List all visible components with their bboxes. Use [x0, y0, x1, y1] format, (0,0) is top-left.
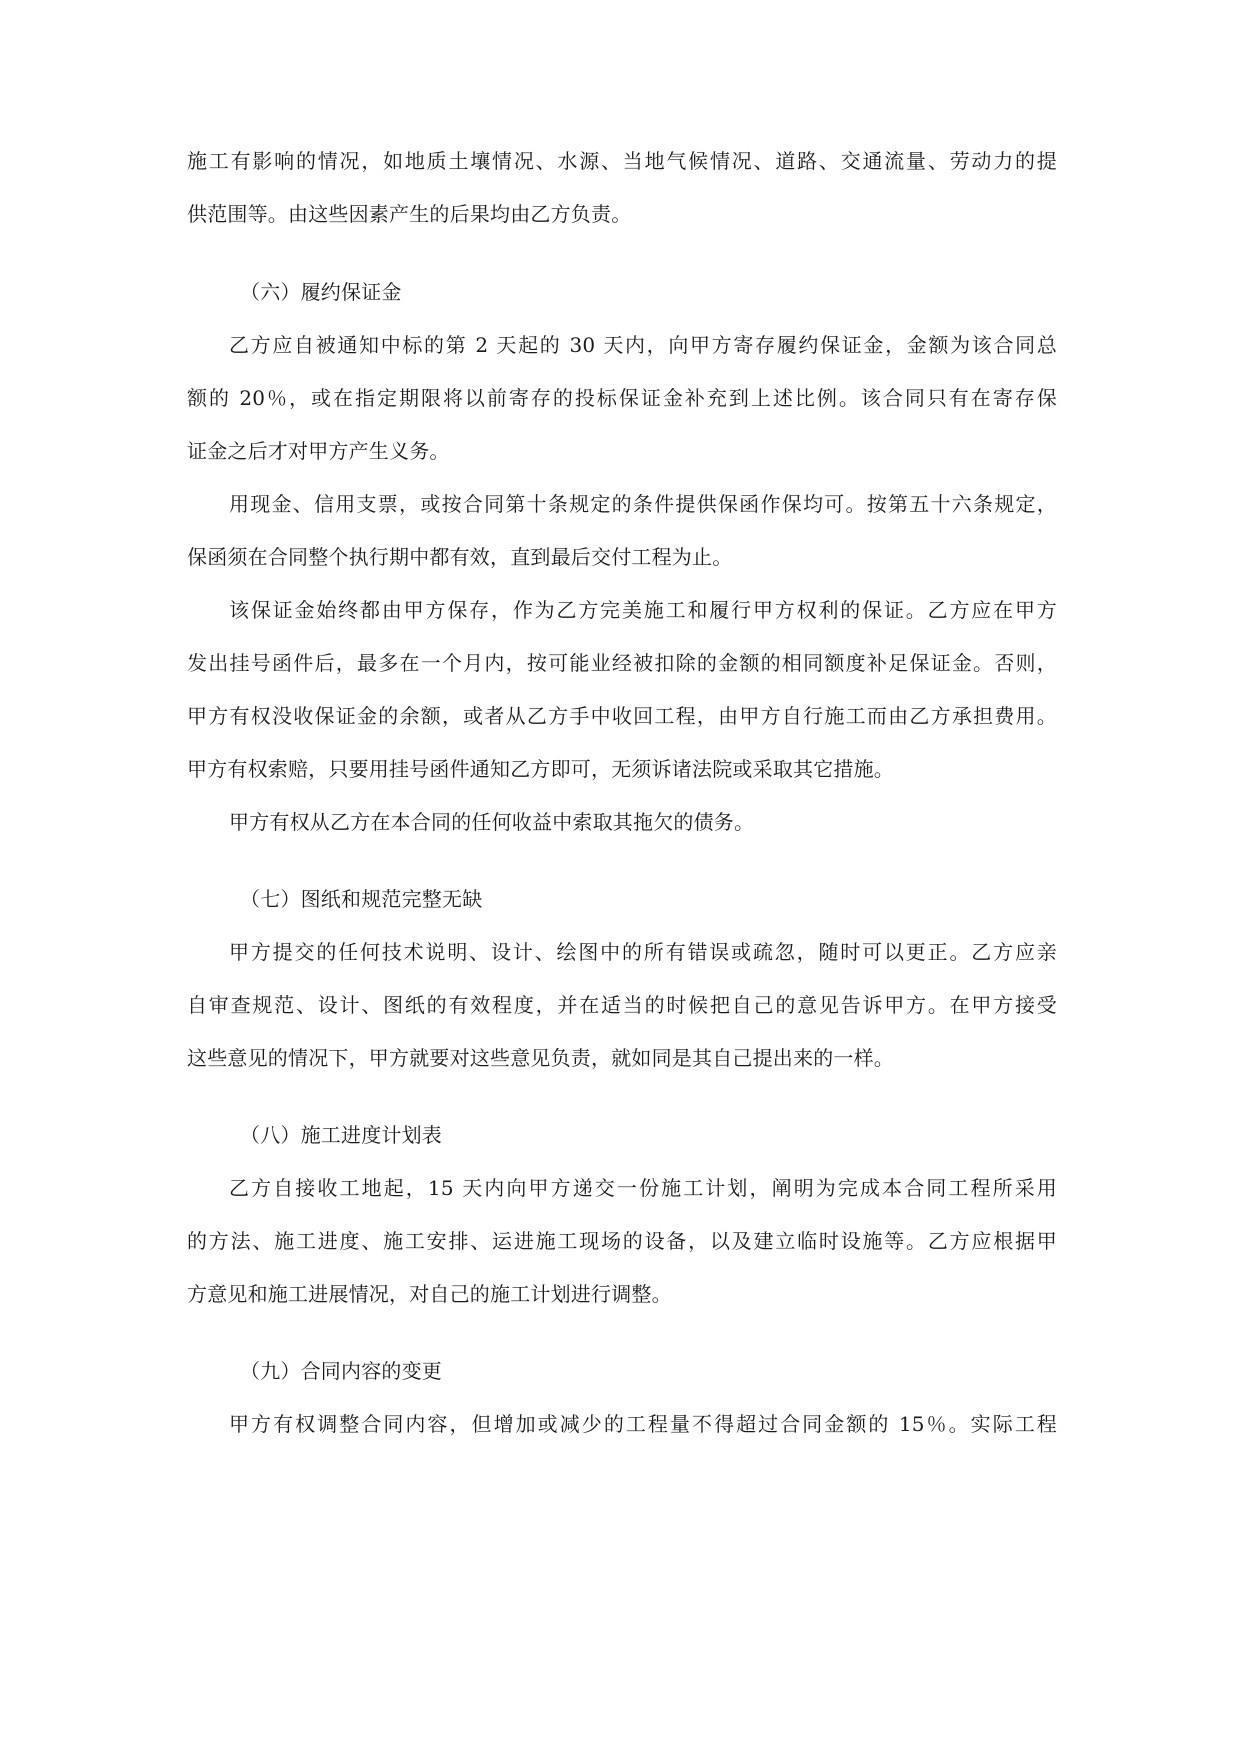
paragraph-line: 施工有影响的情况，如地质土壤情况、水源、当地气候情况、道路、交通流量、劳动力的提	[187, 149, 1057, 173]
paragraph-line: 发出挂号函件后，最多在一个月内，按可能业经被扣除的金额的相同额度补足保证金。否则，	[187, 651, 1057, 675]
paragraph-line: 证金之后才对甲方产生义务。	[187, 439, 450, 463]
paragraph-line: 该保证金始终都由甲方保存，作为乙方完美施工和履行甲方权利的保证。乙方应在甲方	[229, 598, 1057, 622]
paragraph-line: 用现金、信用支票，或按合同第十条规定的条件提供保函作保均可。按第五十六条规定，	[229, 492, 1057, 516]
paragraph-line: 甲方有权索赔，只要用挂号函件通知乙方即可，无须诉诸法院或采取其它措施。	[187, 757, 894, 781]
paragraph-line: 方意见和施工进展情况，对自己的施工计划进行调整。	[187, 1282, 672, 1306]
paragraph-line: 甲方有权没收保证金的余额，或者从乙方手中收回工程，由甲方自行施工而由乙方承担费用。	[187, 704, 1057, 728]
section-heading: （八）施工进度计划表	[240, 1123, 442, 1147]
paragraph-line: 甲方有权从乙方在本合同的任何收益中索取其拖欠的债务。	[229, 810, 755, 834]
paragraph-line: 乙方应自被通知中标的第 2 天起的 30 天内，向甲方寄存履约保证金，金额为该合同总	[229, 333, 1057, 357]
section-heading: （九）合同内容的变更	[240, 1359, 442, 1383]
paragraph-line: 乙方自接收工地起，15 天内向甲方递交一份施工计划，阐明为完成本合同工程所采用	[229, 1176, 1057, 1200]
paragraph-line: 甲方有权调整合同内容，但增加或减少的工程量不得超过合同金额的 15％。实际工程	[229, 1412, 1057, 1436]
paragraph-line: 额的 20％，或在指定期限将以前寄存的投标保证金补充到上述比例。该合同只有在寄存保	[187, 386, 1057, 410]
paragraph-line: 这些意见的情况下，甲方就要对这些意见负责，就如同是其自己提出来的一样。	[187, 1046, 894, 1070]
paragraph-line: 甲方提交的任何技术说明、设计、绘图中的所有错误或疏忽，随时可以更正。乙方应亲	[229, 940, 1057, 964]
paragraph-line: 供范围等。由这些因素产生的后果均由乙方负责。	[187, 202, 632, 226]
section-heading: （七）图纸和规范完整无缺	[240, 887, 483, 911]
paragraph-line: 自审查规范、设计、图纸的有效程度，并在适当的时候把自己的意见告诉甲方。在甲方接受	[187, 993, 1057, 1017]
section-heading: （六）履约保证金	[240, 280, 402, 304]
paragraph-line: 保函须在合同整个执行期中都有效，直到最后交付工程为止。	[187, 545, 733, 569]
paragraph-line: 的方法、施工进度、施工安排、运进施工现场的设备，以及建立临时设施等。乙方应根据甲	[187, 1229, 1057, 1253]
